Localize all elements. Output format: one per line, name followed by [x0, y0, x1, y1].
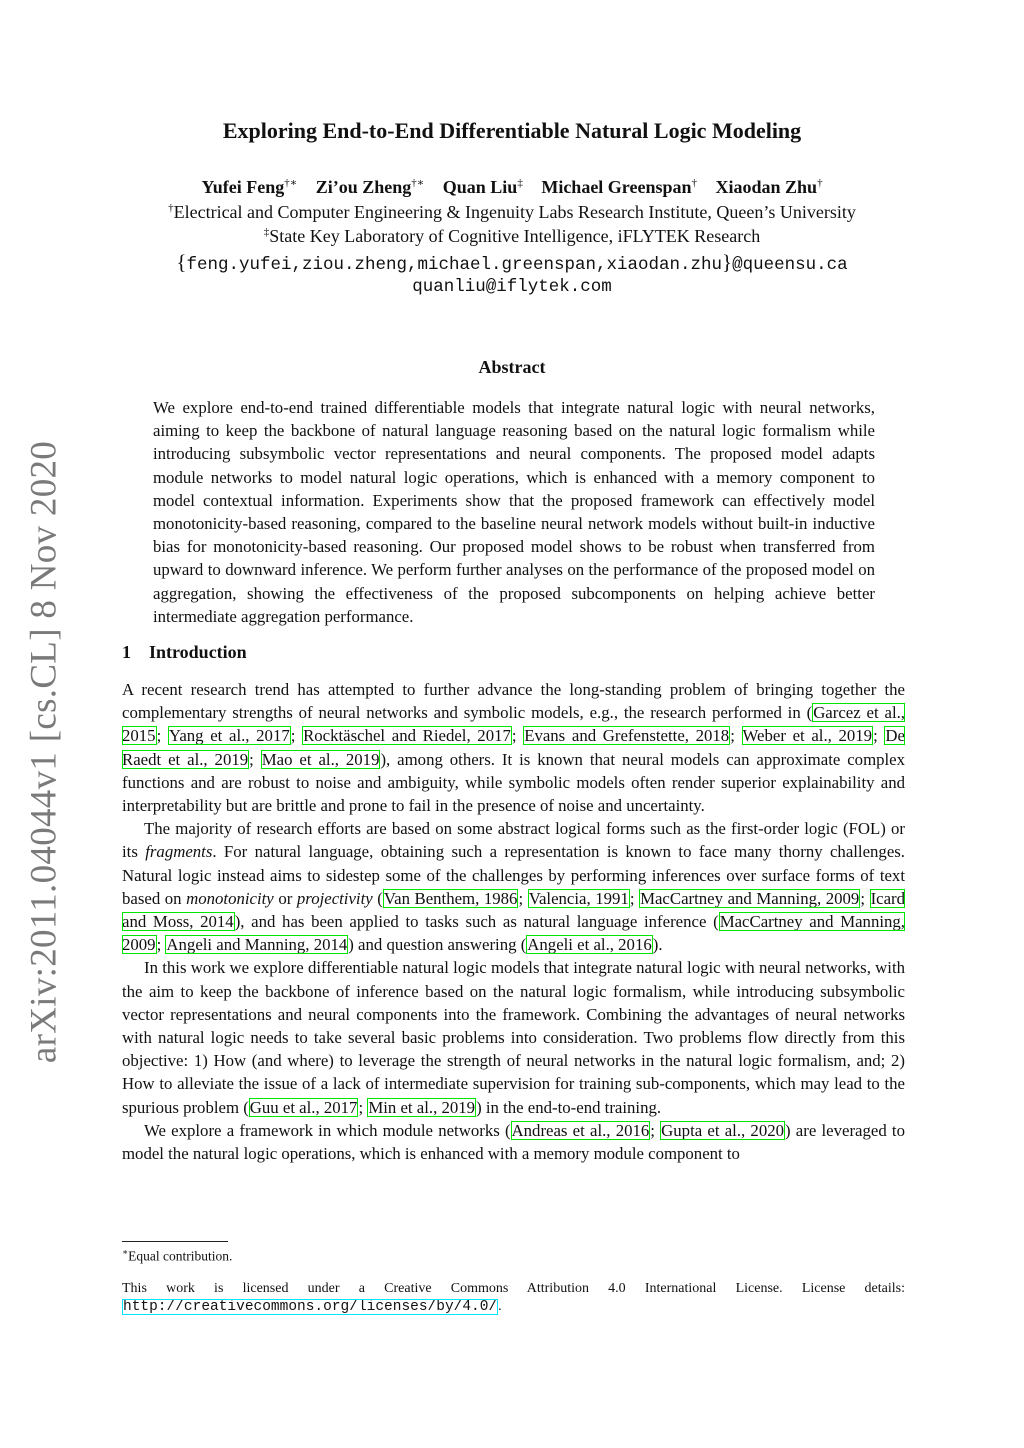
citation-link[interactable]: Min et al., 2019	[368, 1097, 476, 1117]
citation-link[interactable]: Rocktäschel and Riedel, 2017	[303, 726, 511, 746]
citation-link[interactable]: Angeli and Manning, 2014	[166, 935, 348, 955]
citation-link[interactable]: Weber et al., 2019	[742, 726, 873, 746]
section-heading-introduction: 1 Introduction	[122, 642, 247, 662]
citation-link[interactable]: Evans and Grefenstette, 2018	[524, 726, 730, 746]
author-name: Yufei Feng†∗	[201, 177, 298, 197]
abstract-text: We explore end-to-end trained differentiable models that integrate natural logic with neural networks, aiming to keep the backbone of natural language reasoning based on the natural logic formalism while introducing subsymbolic vector representations and neural components. The proposed model adapts module networks to model natural logic operations, which is enhanced with a memory component to model contextual information. Experiments show that the proposed framework can effectively model monotonicity-based reasoning, compared to the baseline neural network models without built-in inductive bias for monotonicity-based reasoning. Our proposed model shows to be robust when transferred from upward to downward inference. We perform further analyses on the performance of the proposed model on aggregation, showing the effectiveness of the proposed subcomponents on helping achieve better intermediate aggregation performance.	[153, 398, 875, 626]
footnote-divider	[122, 1241, 228, 1242]
citation-link[interactable]: De Raedt et al., 2019	[122, 726, 905, 769]
author-name: Zi’ou Zheng†∗	[315, 177, 425, 197]
introduction-body	[122, 678, 905, 1165]
email-group-queens: {feng.yufei,ziou.zheng,michael.greenspan,xiaodan.zhu}@queensu.ca	[176, 250, 848, 275]
author-name: Michael Greenspan†	[541, 177, 697, 197]
citation-link[interactable]: Angeli et al., 2016	[527, 935, 652, 955]
paper-title: Exploring End-to-End Differentiable Natural Logic Modeling	[222, 118, 802, 143]
citation-link[interactable]: Valencia, 1991	[528, 888, 629, 908]
email-iflytek: quanliu@iflytek.com	[412, 277, 612, 297]
license-notice: This work is licensed under a Creative Commons Attribution 4.0 International License. License details: http://creativecommons.org/licenses/by/4.0/.	[122, 1281, 905, 1315]
paragraph: The majority of research efforts are based on some abstract logical forms such as the first-order logic (FOL) or its fragments. For natural language, obtaining such a representation is known to face many thorny challenges. Natural logic instead aims to sidestep some of the challenges by performing inferences over surface forms of text based on monotonicity or projectivity (Van Benthem, 1986; Valencia, 1991; MacCartney and Manning, 2009; Icard and Moss, 2014), and has been applied to tasks such as natural language inference (MacCartney and Manning, 2009; Angeli and Manning, 2014) and question answering (Angeli et al., 2016).	[122, 819, 906, 955]
citation-link[interactable]: MacCartney and Manning, 2009	[122, 912, 905, 955]
license-url-link[interactable]: http://creativecommons.org/licenses/by/4.0/	[123, 1299, 498, 1315]
citation-link[interactable]: Garcez et al., 2015	[122, 703, 905, 746]
citation-link[interactable]: Guu et al., 2017	[249, 1097, 358, 1117]
paragraph: In this work we explore differentiable natural logic models that integrate natural logic with neural networks, with the aim to keep the backbone of inference based on the natural logic formalism, while introducing subsymbolic vector representations and neural components into the framework. Combining the advantages of neural networks with natural logic needs to take several basic problems into consideration. Two problems flow directly from this objective: 1) How (and where) to leverage the strength of neural networks in the natural logic formalism, and; 2) How to alleviate the issue of a lack of intermediate supervision for training sub-components, which may lead to the spurious problem (Guu et al., 2017; Min et al., 2019) in the end-to-end training.	[122, 958, 905, 1117]
footnote-equal-contribution: ∗Equal contribution.	[122, 1247, 233, 1264]
affiliation-iflytek: ‡State Key Laboratory of Cognitive Intelligence, iFLYTEK Research	[263, 226, 761, 246]
author-name: Xiaodan Zhu†	[715, 177, 823, 197]
author-list	[0, 176, 1024, 198]
affiliation-queens: †Electrical and Computer Engineering & Ingenuity Labs Research Institute, Queen’s University	[168, 202, 856, 222]
citation-link[interactable]: Icard and Moss, 2014	[122, 888, 906, 932]
citation-link[interactable]: MacCartney and Manning, 2009	[640, 888, 860, 908]
arxiv-identifier-stamp: arXiv:2011.04044v1 [cs.CL] 8 Nov 2020	[23, 440, 65, 1064]
abstract-heading: Abstract	[478, 357, 546, 377]
citation-link[interactable]: Gupta et al., 2020	[661, 1120, 784, 1140]
citation-link[interactable]: Yang et al., 2017	[168, 726, 290, 746]
author-name: Quan Liu‡	[442, 177, 523, 197]
citation-link[interactable]: Van Benthem, 1986	[383, 888, 518, 908]
citation-link[interactable]: Andreas et al., 2016	[511, 1120, 650, 1140]
citation-link[interactable]: Mao et al., 2019	[261, 749, 380, 769]
paragraph: A recent research trend has attempted to further advance the long-standing problem of bringing together the complementary strengths of neural networks and symbolic models, e.g., the research performed in (Garcez et al., 2015; Yang et al., 2017; Rocktäschel and Riedel, 2017; Evans and Grefenstette, 2018; Weber et al., 2019; De Raedt et al., 2019; Mao et al., 2019), among others. It is known that neural models can approximate complex functions and are robust to noise and ambiguity, while symbolic models often render superior explainability and interpretability but are brittle and prone to fail in the presence of noise and uncertainty.	[122, 680, 906, 816]
paragraph: We explore a framework in which module networks (Andreas et al., 2016; Gupta et al., 2020) are leveraged to model the natural logic operations, which is enhanced with a memory module component to	[122, 1120, 905, 1164]
